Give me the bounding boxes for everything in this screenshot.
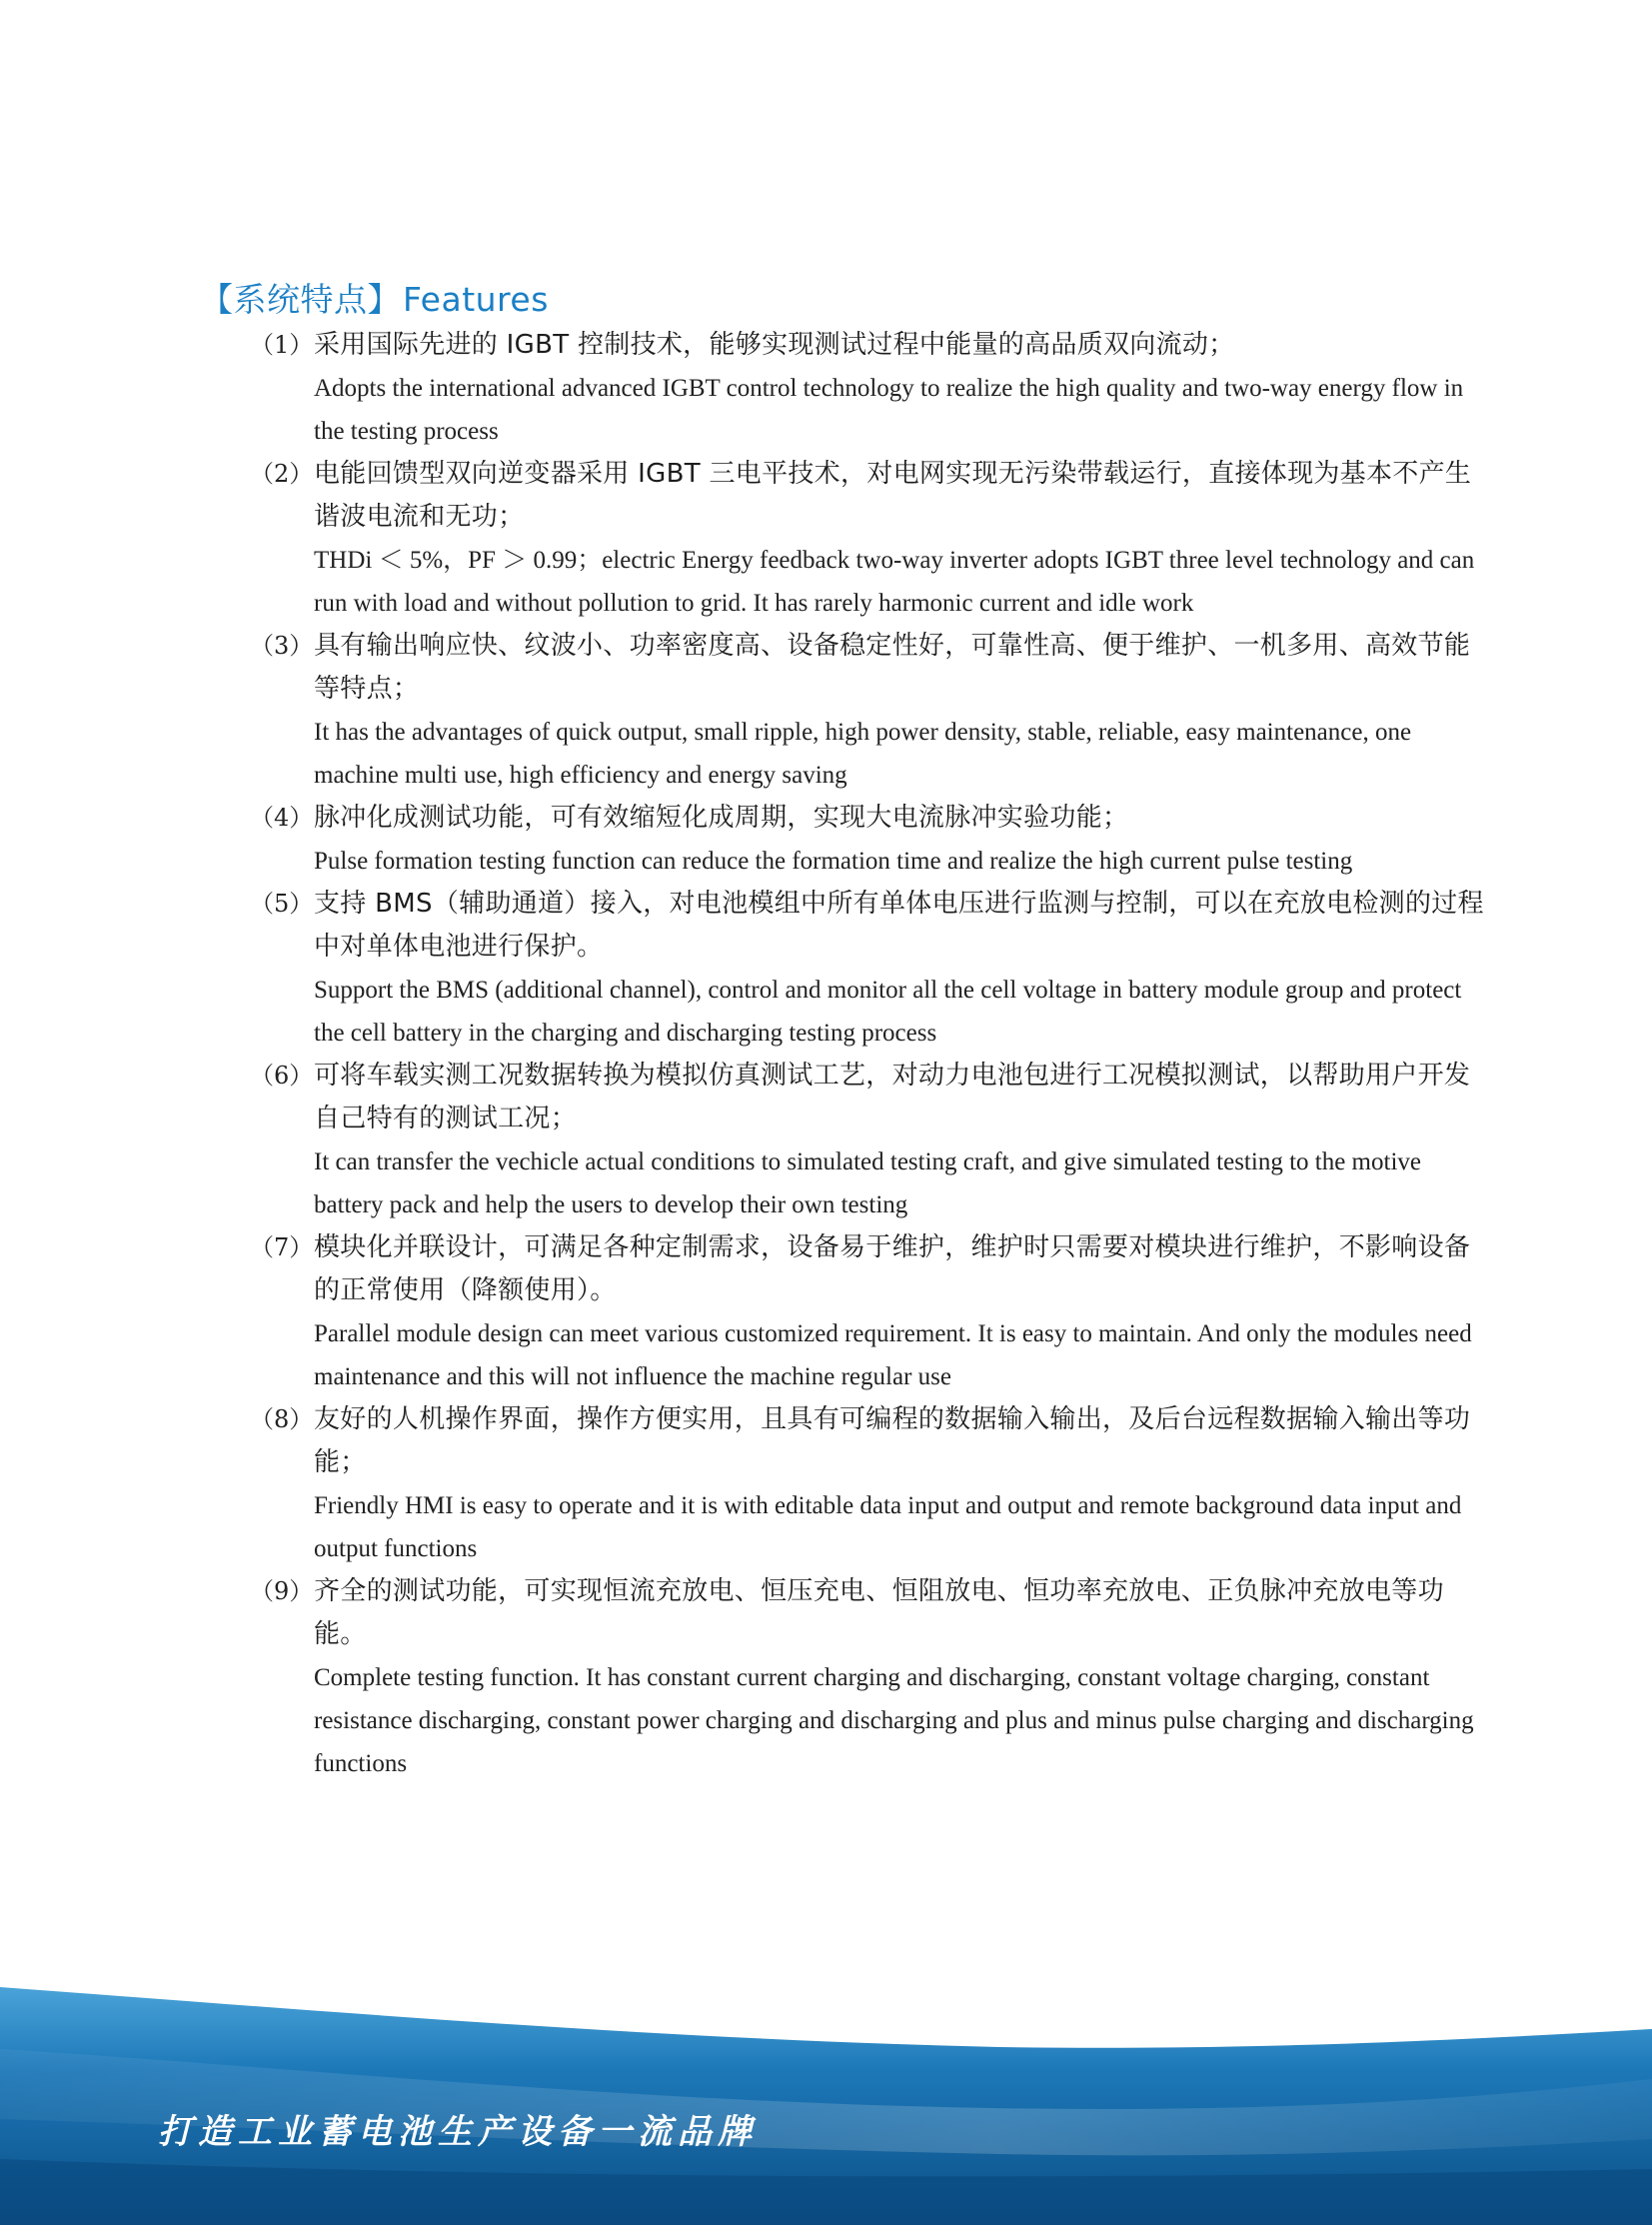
features-list	[250, 324, 1489, 1785]
feature-en: It has the advantages of quick output, small ripple, high power density, stable, reliable, easy maintenance, one machine multi use, high efficiency and energy saving	[314, 719, 1412, 789]
feature-number: （2）	[250, 460, 314, 488]
feature-en: Friendly HMI is easy to operate and it is with editable data input and output and remote background data input and output functions	[314, 1492, 1462, 1562]
feature-en: Complete testing function. It has constant current charging and discharging, constant voltage charging, constant resistance discharging, constant power charging and discharging and plus and minus pulse charging and discharging functions	[314, 1664, 1474, 1777]
feature-cn: 模块化并联设计，可满足各种定制需求，设备易于维护，维护时只需要对模块进行维护，不影响设备的正常使用（降额使用）。	[314, 1232, 1471, 1305]
feature-item	[250, 883, 1489, 1055]
feature-cn: 电能回馈型双向逆变器采用 IGBT 三电平技术，对电网实现无污染带载运行，直接体现为基本不产生谐波电流和无功；	[314, 459, 1472, 532]
feature-en: Parallel module design can meet various customized requirement. It is easy to maintain. And only the modules need maintenance and this will not influence the machine regular use	[314, 1320, 1472, 1390]
footer-wave	[0, 1959, 1652, 2225]
feature-number: （9）	[250, 1577, 314, 1605]
feature-cn: 可将车载实测工况数据转换为模拟仿真测试工艺，对动力电池包进行工况模拟测试，以帮助用户开发自己特有的测试工况；	[314, 1061, 1471, 1133]
feature-item	[250, 1570, 1489, 1785]
feature-item	[250, 797, 1489, 883]
feature-number: （3）	[250, 632, 314, 660]
feature-item	[250, 1226, 1489, 1398]
feature-number: （5）	[250, 890, 314, 918]
feature-number: （6）	[250, 1062, 314, 1090]
feature-number: （8）	[250, 1405, 314, 1433]
feature-en: Support the BMS (additional channel), control and monitor all the cell voltage in battery module group and protect the cell battery in the charging and discharging testing process	[314, 977, 1462, 1047]
feature-item	[250, 625, 1489, 797]
feature-item	[250, 1055, 1489, 1226]
footer-slogan: 打造工业蓄电池生产设备一流品牌	[158, 2112, 758, 2152]
heading-cn: 【系统特点】	[200, 280, 401, 319]
feature-en: THDi ＜ 5%，PF ＞ 0.99；electric Energy feedback two-way inverter adopts IGBT three level technology and can run with load and without pollution to grid. It has rarely harmonic current and idle work	[314, 547, 1475, 617]
feature-item	[250, 1398, 1489, 1570]
heading-en: Features	[403, 280, 549, 319]
feature-cn: 脉冲化成测试功能，可有效缩短化成周期，实现大电流脉冲实验功能；	[314, 803, 1129, 833]
feature-item	[250, 453, 1489, 625]
feature-number: （1）	[250, 331, 314, 359]
feature-en: Pulse formation testing function can reduce the formation time and realize the high current pulse testing	[314, 848, 1353, 875]
feature-number: （7）	[250, 1233, 314, 1261]
feature-number: （4）	[250, 804, 314, 832]
feature-en: Adopts the international advanced IGBT control technology to realize the high quality and two-way energy flow in the testing process	[314, 375, 1464, 445]
feature-cn: 采用国际先进的 IGBT 控制技术，能够实现测试过程中能量的高品质双向流动；	[314, 330, 1235, 360]
feature-cn: 支持 BMS（辅助通道）接入，对电池模组中所有单体电压进行监测与控制，可以在充放电检测的过程中对单体电池进行保护。	[314, 889, 1484, 962]
feature-item	[250, 324, 1489, 453]
feature-cn: 齐全的测试功能，可实现恒流充放电、恒压充电、恒阻放电、恒功率充放电、正负脉冲充放电等功能。	[314, 1576, 1444, 1649]
feature-cn: 友好的人机操作界面，操作方便实用，且具有可编程的数据输入输出，及后台远程数据输入输出等功能；	[314, 1404, 1471, 1477]
feature-cn: 具有输出响应快、纹波小、功率密度高、设备稳定性好，可靠性高、便于维护、一机多用、高效节能等特点；	[314, 631, 1471, 704]
feature-en: It can transfer the vechicle actual conditions to simulated testing craft, and give simulated testing to the motive battery pack and help the users to develop their own testing	[314, 1148, 1421, 1218]
section-heading	[200, 274, 549, 321]
